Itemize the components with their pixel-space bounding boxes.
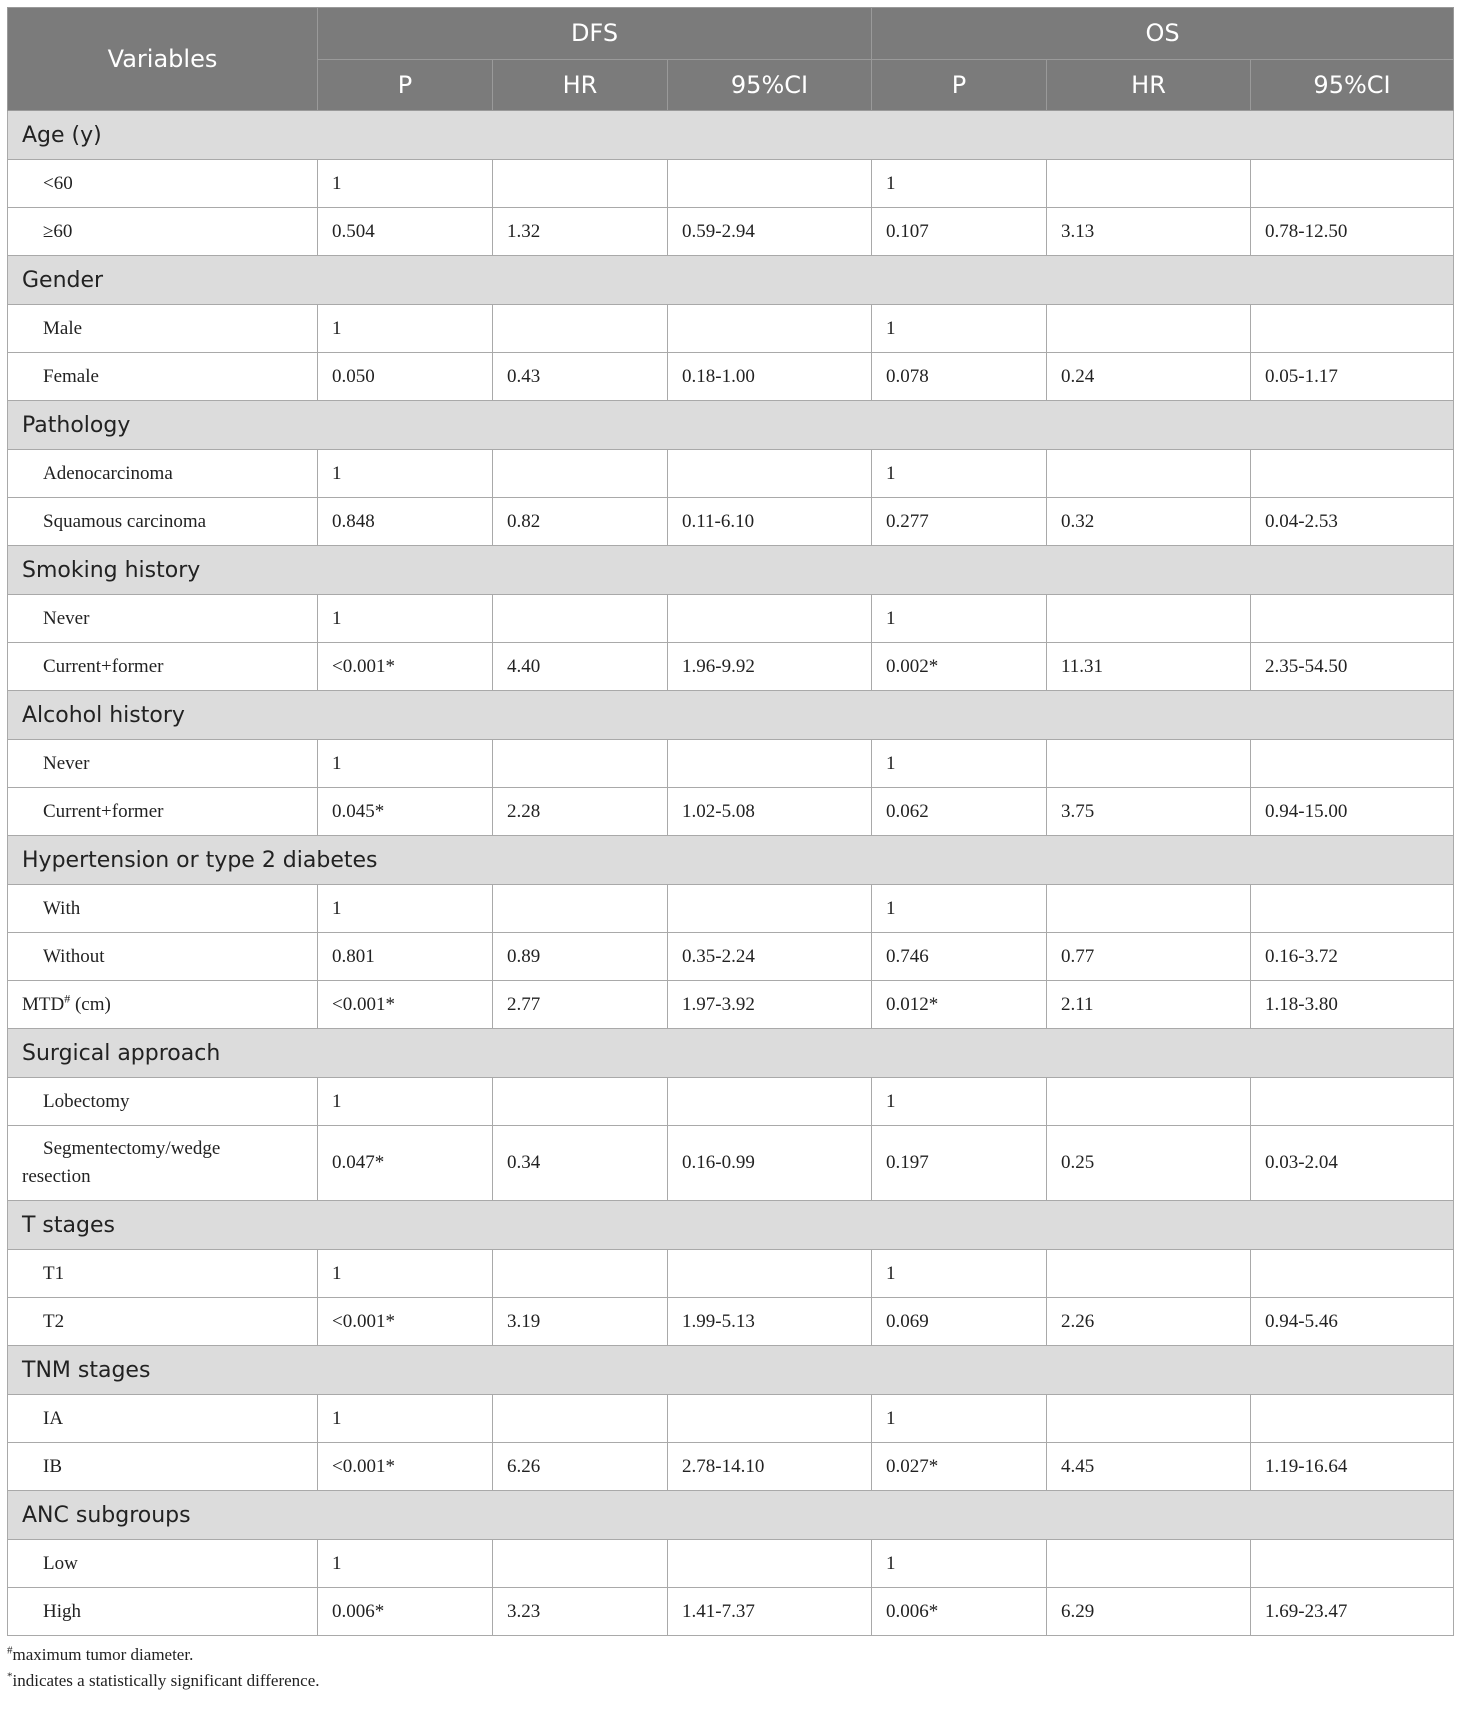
table-row [8,208,1454,256]
row-label: Without [8,933,318,981]
row-label: Female [8,353,318,401]
dfs-p-cell: 0.047* [318,1126,493,1201]
table-row [8,788,1454,836]
mtd-label [8,981,318,1029]
dfs-hr-cell [493,1395,668,1443]
dfs-p-cell: 1 [318,1078,493,1126]
table-row [8,1298,1454,1346]
row-label: Never [8,595,318,643]
header-dfs: DFS [318,8,872,60]
dfs-hr-cell: 1.32 [493,208,668,256]
os-ci-cell: 0.03-2.04 [1251,1126,1454,1201]
table-row [8,1540,1454,1588]
os-p-cell: 1 [872,450,1047,498]
group-row [8,1029,1454,1078]
os-hr-cell: 6.29 [1047,1588,1251,1636]
dfs-ci-cell: 0.35-2.24 [668,933,872,981]
dfs-hr-cell [493,595,668,643]
table-footnotes [7,1642,1453,1694]
row-label: Squamous carcinoma [8,498,318,546]
os-p-cell: 1 [872,740,1047,788]
os-p-cell: 0.746 [872,933,1047,981]
row-label: Male [8,305,318,353]
row-label: Low [8,1540,318,1588]
os-hr-cell: 3.13 [1047,208,1251,256]
group-label: TNM stages [8,1346,1454,1395]
dfs-p-cell: <0.001* [318,1443,493,1491]
os-ci-cell [1251,450,1454,498]
os-p-cell: 1 [872,1250,1047,1298]
os-ci-cell: 1.69-23.47 [1251,1588,1454,1636]
group-label: Hypertension or type 2 diabetes [8,836,1454,885]
os-hr-cell: 0.32 [1047,498,1251,546]
row-label-line1: Segmentectomy/wedge [43,1138,221,1159]
os-p-cell: 1 [872,1078,1047,1126]
os-ci-cell [1251,1078,1454,1126]
dfs-ci-cell: 0.16-0.99 [668,1126,872,1201]
dfs-hr-cell [493,160,668,208]
group-label: Age (y) [8,111,1454,160]
mtd-row [8,981,1454,1029]
dfs-hr-cell: 0.34 [493,1126,668,1201]
group-row [8,546,1454,595]
table-row [8,1588,1454,1636]
footnote-mark: * [7,1670,13,1683]
os-hr-cell [1047,1540,1251,1588]
os-hr-cell [1047,1078,1251,1126]
os-ci-cell: 0.94-15.00 [1251,788,1454,836]
dfs-ci-cell: 2.78-14.10 [668,1443,872,1491]
table-row [8,1250,1454,1298]
dfs-ci-cell: 1.97-3.92 [668,981,872,1029]
dfs-ci-cell: 0.11-6.10 [668,498,872,546]
os-ci-cell [1251,740,1454,788]
table-row [8,740,1454,788]
footnote-text: maximum tumor diameter. [12,1645,194,1664]
os-ci-cell [1251,595,1454,643]
dfs-hr-cell [493,1250,668,1298]
results-table-container [7,7,1453,1694]
os-ci-cell: 0.78-12.50 [1251,208,1454,256]
row-label: T2 [8,1298,318,1346]
os-hr-cell [1047,450,1251,498]
os-p-cell: 0.027* [872,1443,1047,1491]
os-p-cell: 1 [872,305,1047,353]
row-label: IA [8,1395,318,1443]
os-hr-cell: 2.26 [1047,1298,1251,1346]
footnote [7,1642,1453,1668]
dfs-p-cell: 1 [318,160,493,208]
table-row [8,933,1454,981]
dfs-p-cell: 0.801 [318,933,493,981]
table-row [8,595,1454,643]
dfs-p-cell: 1 [318,1250,493,1298]
dfs-hr-cell [493,450,668,498]
os-ci-cell [1251,305,1454,353]
table-row [8,1126,1454,1201]
dfs-p-cell: 1 [318,595,493,643]
group-row [8,401,1454,450]
dfs-ci-cell: 0.59-2.94 [668,208,872,256]
os-p-cell: 1 [872,160,1047,208]
dfs-p-cell: 1 [318,1540,493,1588]
os-ci-cell: 0.16-3.72 [1251,933,1454,981]
row-label: <60 [8,160,318,208]
header-os-hr: HR [1047,59,1251,111]
header-os-ci: 95%CI [1251,59,1454,111]
os-p-cell: 1 [872,1395,1047,1443]
os-hr-cell [1047,160,1251,208]
table-row [8,1443,1454,1491]
table-row [8,643,1454,691]
group-label: Smoking history [8,546,1454,595]
table-row [8,498,1454,546]
dfs-p-cell: <0.001* [318,981,493,1029]
group-row [8,1491,1454,1540]
dfs-p-cell: 1 [318,305,493,353]
os-ci-cell: 0.05-1.17 [1251,353,1454,401]
dfs-hr-cell [493,885,668,933]
dfs-p-cell: 1 [318,1395,493,1443]
os-ci-cell: 2.35-54.50 [1251,643,1454,691]
footnote [7,1668,1453,1694]
dfs-ci-cell [668,450,872,498]
row-label: With [8,885,318,933]
dfs-hr-cell [493,305,668,353]
dfs-ci-cell [668,1540,872,1588]
os-ci-cell [1251,160,1454,208]
header-os: OS [872,8,1454,60]
os-hr-cell: 3.75 [1047,788,1251,836]
row-label: IB [8,1443,318,1491]
mtd-footnote-mark: # [64,991,71,1006]
table-row [8,160,1454,208]
dfs-hr-cell: 6.26 [493,1443,668,1491]
os-p-cell: 1 [872,1540,1047,1588]
table-row [8,1078,1454,1126]
dfs-ci-cell [668,885,872,933]
group-row [8,836,1454,885]
os-ci-cell [1251,1540,1454,1588]
table-row [8,1395,1454,1443]
row-label: Adenocarcinoma [8,450,318,498]
row-label: Current+former [8,788,318,836]
header-dfs-p: P [318,59,493,111]
dfs-ci-cell: 1.96-9.92 [668,643,872,691]
footnote-text: indicates a statistically significant difference. [12,1671,320,1690]
os-hr-cell [1047,740,1251,788]
dfs-hr-cell: 2.77 [493,981,668,1029]
cox-regression-table [7,7,1454,1636]
row-label [8,1126,318,1201]
dfs-ci-cell [668,1250,872,1298]
os-hr-cell [1047,885,1251,933]
os-ci-cell: 0.94-5.46 [1251,1298,1454,1346]
os-ci-cell: 0.04-2.53 [1251,498,1454,546]
os-hr-cell: 0.24 [1047,353,1251,401]
group-label: T stages [8,1201,1454,1250]
header-os-p: P [872,59,1047,111]
header-variables: Variables [8,8,318,111]
dfs-ci-cell: 0.18-1.00 [668,353,872,401]
group-row [8,1201,1454,1250]
group-label: Alcohol history [8,691,1454,740]
os-p-cell: 0.107 [872,208,1047,256]
os-p-cell: 0.078 [872,353,1047,401]
os-hr-cell: 11.31 [1047,643,1251,691]
dfs-p-cell: <0.001* [318,643,493,691]
row-label-line2: resection [22,1166,91,1187]
table-body [8,111,1454,1636]
table-header [8,8,1454,111]
os-p-cell: 0.062 [872,788,1047,836]
row-label: Current+former [8,643,318,691]
dfs-ci-cell [668,740,872,788]
row-label: T1 [8,1250,318,1298]
dfs-ci-cell: 1.41-7.37 [668,1588,872,1636]
os-p-cell: 0.277 [872,498,1047,546]
dfs-ci-cell: 1.02-5.08 [668,788,872,836]
os-p-cell: 0.002* [872,643,1047,691]
os-p-cell: 0.006* [872,1588,1047,1636]
group-label: ANC subgroups [8,1491,1454,1540]
dfs-p-cell: 0.045* [318,788,493,836]
os-p-cell: 0.197 [872,1126,1047,1201]
dfs-ci-cell: 1.99-5.13 [668,1298,872,1346]
dfs-hr-cell [493,740,668,788]
header-dfs-ci: 95%CI [668,59,872,111]
dfs-ci-cell [668,305,872,353]
os-p-cell: 0.012* [872,981,1047,1029]
group-row [8,1346,1454,1395]
dfs-hr-cell: 3.19 [493,1298,668,1346]
dfs-ci-cell [668,595,872,643]
row-label: ≥60 [8,208,318,256]
os-ci-cell: 1.19-16.64 [1251,1443,1454,1491]
dfs-ci-cell [668,1078,872,1126]
dfs-p-cell: 0.006* [318,1588,493,1636]
row-label: Never [8,740,318,788]
dfs-ci-cell [668,1395,872,1443]
os-hr-cell: 2.11 [1047,981,1251,1029]
os-ci-cell [1251,1395,1454,1443]
dfs-hr-cell: 0.43 [493,353,668,401]
os-ci-cell [1251,1250,1454,1298]
os-p-cell: 1 [872,885,1047,933]
dfs-p-cell: 0.050 [318,353,493,401]
group-row [8,691,1454,740]
dfs-p-cell: 0.848 [318,498,493,546]
group-label: Gender [8,256,1454,305]
os-hr-cell: 0.25 [1047,1126,1251,1201]
os-ci-cell [1251,885,1454,933]
footnote-mark: # [7,1644,13,1657]
table-row [8,885,1454,933]
dfs-p-cell: <0.001* [318,1298,493,1346]
dfs-hr-cell: 2.28 [493,788,668,836]
dfs-p-cell: 1 [318,450,493,498]
os-p-cell: 0.069 [872,1298,1047,1346]
dfs-p-cell: 0.504 [318,208,493,256]
dfs-hr-cell: 3.23 [493,1588,668,1636]
dfs-ci-cell [668,160,872,208]
os-hr-cell [1047,595,1251,643]
os-p-cell: 1 [872,595,1047,643]
table-row [8,305,1454,353]
table-row [8,353,1454,401]
os-hr-cell: 0.77 [1047,933,1251,981]
group-label: Pathology [8,401,1454,450]
dfs-hr-cell: 0.82 [493,498,668,546]
table-row [8,450,1454,498]
mtd-label-unit: (cm) [70,993,111,1015]
dfs-hr-cell: 0.89 [493,933,668,981]
dfs-hr-cell: 4.40 [493,643,668,691]
os-hr-cell [1047,1250,1251,1298]
os-ci-cell: 1.18-3.80 [1251,981,1454,1029]
dfs-hr-cell [493,1078,668,1126]
group-row [8,256,1454,305]
group-row [8,111,1454,160]
dfs-p-cell: 1 [318,885,493,933]
header-dfs-hr: HR [493,59,668,111]
os-hr-cell [1047,305,1251,353]
group-label: Surgical approach [8,1029,1454,1078]
dfs-hr-cell [493,1540,668,1588]
dfs-p-cell: 1 [318,740,493,788]
row-label: Lobectomy [8,1078,318,1126]
row-label: High [8,1588,318,1636]
mtd-label-main: MTD [22,993,65,1015]
os-hr-cell: 4.45 [1047,1443,1251,1491]
os-hr-cell [1047,1395,1251,1443]
